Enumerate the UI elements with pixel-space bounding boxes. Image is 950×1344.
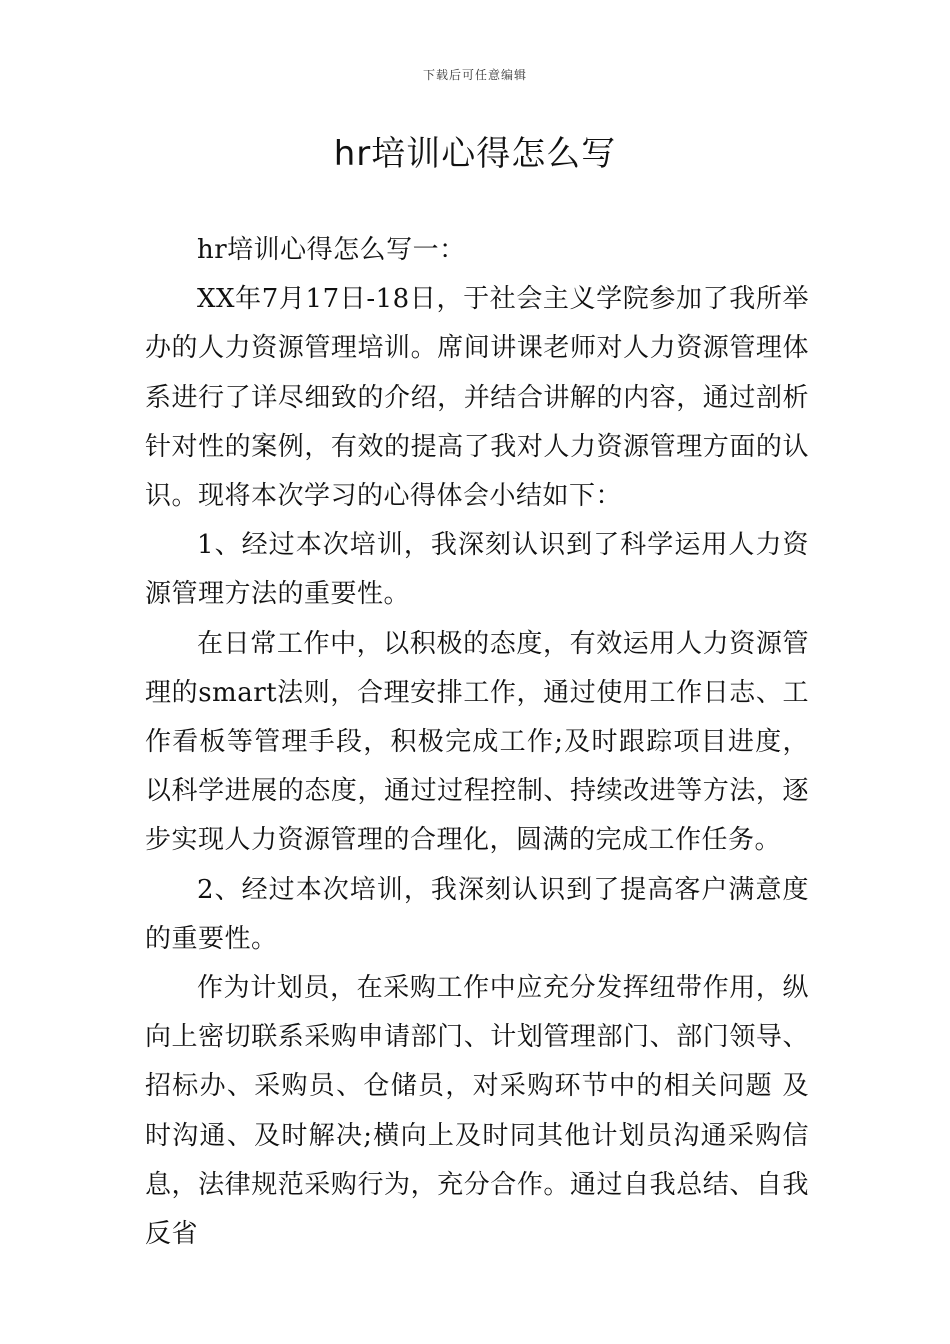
paragraph-point-2: 2、经过本次培训，我深刻认识到了提高客户满意度的重要性。	[145, 874, 809, 954]
paragraph-subtitle: hr培训心得怎么写一：	[197, 235, 466, 265]
paragraph-intro: XX年7月17日-18日，于社会主义学院参加了我所举办的人力资源管理培训。席间讲课老师对人力资源管理体系进行了详尽细致的介绍，并结合讲解的内容，通过剖析针对性的案例，有效的提高了我对人力资源管理方面的认识。现将本次学习的心得体会小结如下：	[145, 284, 809, 512]
paragraph-point-1-detail: 在日常工作中，以积极的态度，有效运用人力资源管理的smart法则，合理安排工作，通过使用工作日志、工作看板等管理手段，积极完成工作;及时跟踪项目进度，以科学进展的态度，通过过程控制、持续改进等方法，逐步实现人力资源管理的合理化，圆满的完成工作任务。	[145, 628, 809, 856]
paragraph-point-2-detail: 作为计划员，在采购工作中应充分发挥纽带作用，纵向上密切联系采购申请部门、计划管理部门、部门领导、招标办、采购员、仓储员，对采购环节中的相关问题 及时沟通、及时解决;横向上及时同其他计划员沟通采购信息，法律规范采购行为，充分合作。通过自我总结、自我反省	[145, 973, 809, 1250]
document-body	[145, 226, 809, 1259]
header-note: 下载后可任意编辑	[422, 68, 527, 82]
paragraph-point-1: 1、经过本次培训，我深刻认识到了科学运用人力资源管理方法的重要性。	[145, 530, 809, 610]
document-title: hr培训心得怎么写	[333, 134, 617, 174]
